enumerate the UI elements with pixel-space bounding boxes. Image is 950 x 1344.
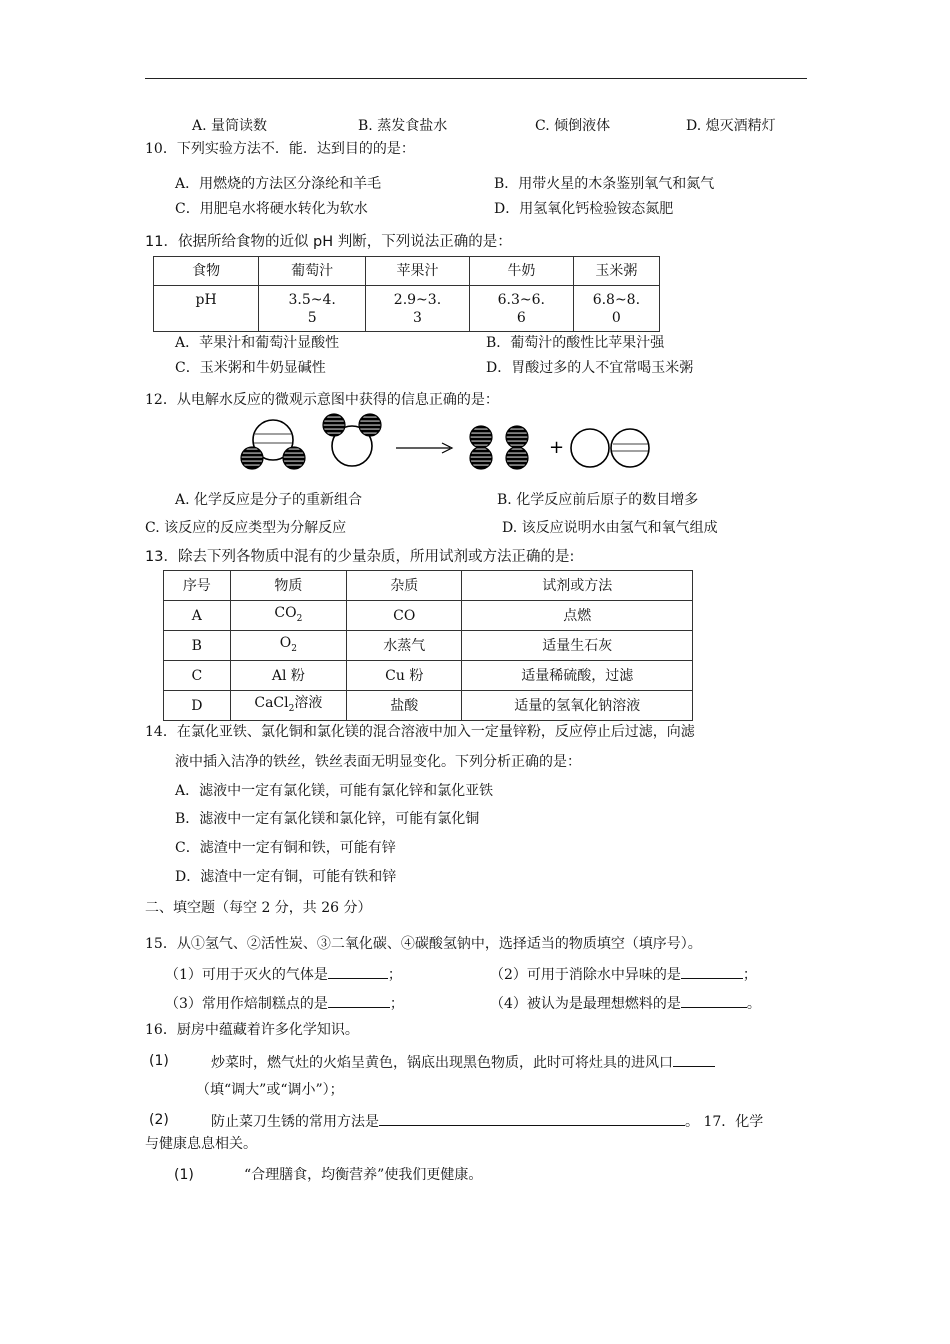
header-rule [145,78,807,79]
q13-header-substance: 物质 [230,571,346,601]
q12-option-a: A. 化学反应是分子的重新组合 [175,492,363,508]
q15-item-3: （3）常用作焙制糕点的是 ； [165,993,404,1013]
reaction-arrow [396,443,452,453]
water-molecule-1 [241,420,305,469]
q11-header-milk: 牛奶 [469,257,573,286]
q16-number-2: (2) [149,1112,169,1128]
q14-option-a: A．滤液中一定有氯化镁，可能有氯化锌和氯化亚铁 [175,783,494,799]
q10-option-b: B．用带火星的木条鉴别氧气和氮气 [494,176,715,192]
q12-stem: 12．从电解水反应的微观示意图中获得的信息正确的是： [145,392,499,408]
q11-row-label: pH [154,286,259,332]
q11-ph-table [153,256,660,332]
table-row: A $CO_2$ CO 点燃 [164,601,693,631]
answer-blank[interactable] [681,993,747,1008]
q16-stem: 16．厨房中蕴藏着许多化学知识。 [145,1022,359,1038]
q11-option-b: B．葡萄汁的酸性比苹果汁强 [486,335,665,351]
q15-item-1: （1）可用于灭火的气体是 ； [165,964,402,984]
q11-header-grape: 葡萄汁 [259,257,366,286]
q11-option-d: D．胃酸过多的人不宜常喝玉米粥 [486,360,694,376]
q10-option-c: C．用肥皂水将硬水转化为软水 [175,201,368,217]
q10-option-d: D．用氢氧化钙检验铵态氮肥 [494,201,674,217]
q11-cell-grape: 3.5~4. 5 [259,286,366,332]
q14-option-c: C．滤渣中一定有铜和铁，可能有锌 [175,840,396,856]
q11-cell-milk: 6.3~6. 6 [469,286,573,332]
answer-blank[interactable] [673,1052,715,1067]
q16-part-1: 炒菜时，燃气灶的火焰呈黄色，锅底出现黑色物质，此时可将灶具的进风口 [211,1052,715,1072]
water-molecule-2 [323,414,381,466]
q17-part-1: “合理膳食，均衡营养”使我们更健康。 [244,1167,483,1183]
plus-sign: + [549,437,565,458]
q14-option-d: D．滤渣中一定有铜，可能有铁和锌 [175,869,397,885]
q13-table [163,570,693,721]
q11-cell-porridge: 6.8~8. 0 [573,286,659,332]
q11-stem: 11．依据所给食物的近似 pH 判断，下列说法正确的是： [145,234,512,250]
oxygen-molecule [571,429,649,467]
answer-blank[interactable] [328,964,388,979]
hydrogen-molecule-2 [506,426,528,469]
q9-option-a: A. 量筒读数 [192,118,268,134]
q17-stem: 与健康息息相关。 [145,1136,257,1152]
q9-option-b: B. 蒸发食盐水 [358,118,448,134]
q15-item-4: （4）被认为是最理想燃料的是 。 [490,993,761,1013]
q10-option-a: A．用燃烧的方法区分涤纶和羊毛 [175,176,382,192]
q11-header-apple: 苹果汁 [366,257,470,286]
q9-option-c: C. 倾倒液体 [535,118,611,134]
q11-option-a: A．苹果汁和葡萄汁显酸性 [175,335,340,351]
q12-option-b: B. 化学反应前后原子的数目增多 [497,492,699,508]
q16-part-1-hint: （填“调大”或“调小”）； [196,1082,344,1098]
answer-blank[interactable] [681,964,743,979]
q12-option-d: D. 该反应说明水由氢气和氧气组成 [502,520,718,536]
q17-number-1: (1) [174,1167,194,1183]
q10-stem: 10．下列实验方法不．能．达到目的的是： [145,141,415,157]
q16-part-2: 防止菜刀生锈的常用方法是 。 17．化学 [211,1111,763,1131]
q11-header-food: 食物 [154,257,259,286]
q13-header-no: 序号 [164,571,231,601]
q16-number-1: (1) [149,1053,169,1069]
table-row: B $O_2$ 水蒸气 适量生石灰 [164,631,693,661]
q11-header-porridge: 玉米粥 [573,257,659,286]
q13-header-impurity: 杂质 [347,571,462,601]
q12-option-c: C. 该反应的反应类型为分解反应 [145,520,347,536]
q15-item-2: （2）可用于消除水中异味的是 ； [490,964,757,984]
electrolysis-diagram [238,410,658,476]
section-2-title: 二、填空题（每空 2 分，共 26 分） [145,900,372,916]
table-row: D CaCl$_2$溶液 盐酸 适量的氢氧化钠溶液 [164,691,693,721]
q13-stem: 13．除去下列各物质中混有的少量杂质，所用试剂或方法正确的是: [145,549,575,565]
answer-blank[interactable] [379,1111,685,1126]
q14-stem-line1: 14．在氯化亚铁、氯化铜和氯化镁的混合溶液中加入一定量锌粉，反应停止后过滤，向滤 [145,724,695,740]
q9-option-d: D. 熄灭酒精灯 [686,118,776,134]
answer-blank[interactable] [328,993,390,1008]
q11-cell-apple: 2.9~3. 3 [366,286,470,332]
q14-stem-line2: 液中插入洁净的铁丝，铁丝表面无明显变化。下列分析正确的是： [175,754,581,770]
q13-header-method: 试剂或方法 [462,571,693,601]
q14-option-b: B．滤液中一定有氯化镁和氯化锌，可能有氯化铜 [175,811,480,827]
q15-stem: 15．从①氢气、②活性炭、③二氧化碳、④碳酸氢钠中，选择适当的物质填空（填序号）。 [145,936,702,952]
q11-option-c: C．玉米粥和牛奶显碱性 [175,360,326,376]
hydrogen-molecule-1 [470,426,492,469]
table-row: C Al 粉 Cu 粉 适量稀硫酸，过滤 [164,661,693,691]
